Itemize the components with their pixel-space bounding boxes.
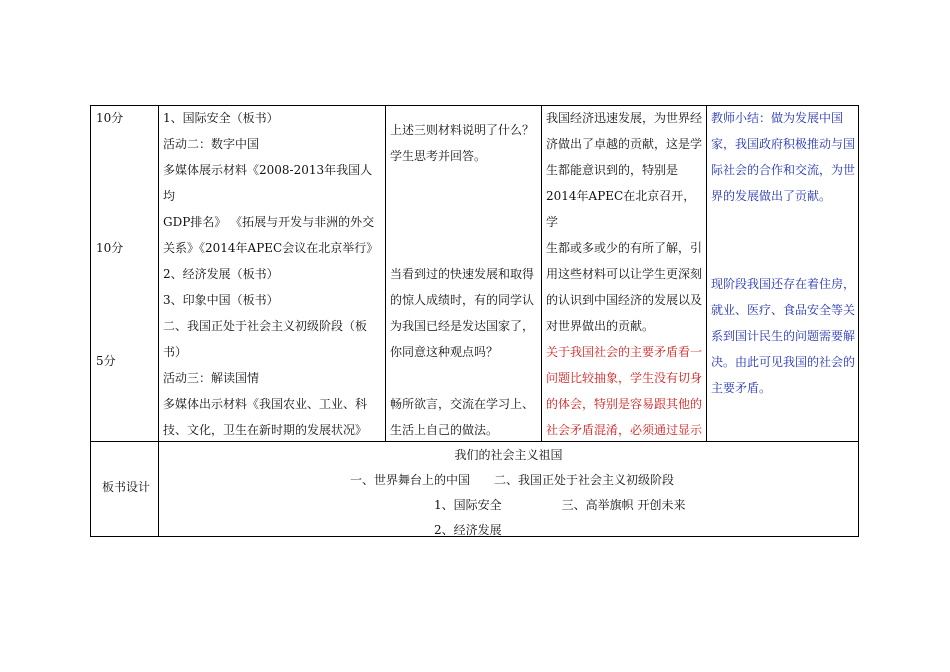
student-line: 的惊人成绩时，有的同学认: [390, 293, 535, 307]
content-line: 二、我国正处于社会主义初级阶段（板: [163, 319, 368, 333]
board-title: 我们的社会主义祖国: [454, 448, 563, 462]
student-line: 学生思考并回答。: [390, 149, 487, 163]
content-line: GDP排名》 《拓展与开发与非洲的外交: [163, 215, 375, 229]
student-line: 你同意这种观点吗？: [390, 345, 499, 359]
intent-line: 济做出了卓越的贡献，这是学: [546, 137, 703, 151]
note-line: 主要矛盾。: [711, 381, 772, 395]
student-line: 当看到过的快速发展和取得: [390, 267, 535, 281]
intent-line: 生都能意识到的，特别是: [546, 163, 679, 177]
student-line: 畅所欲言，交流在学习上、: [390, 397, 535, 411]
time-cell-3: 5分: [96, 354, 116, 368]
note-line: 就业、医疗、食品安全等关: [711, 303, 856, 317]
content-line: 2、经济发展（板书）: [163, 267, 279, 281]
student-line: 上述三则材料说明了什么？: [390, 123, 535, 137]
intent-line-red: 社会矛盾混淆，必须通过显示: [546, 423, 703, 437]
note-line: 系到国计民生的问题需要解: [711, 329, 856, 343]
content-line: 3、印象中国（板书）: [163, 293, 279, 307]
intent-line: 用这些材料可以让学生更深刻: [546, 267, 703, 281]
time-cell-2: 10分: [96, 241, 124, 255]
student-activity-block-3: [390, 391, 538, 443]
note-line: 家，我国政府积极推动与国: [711, 137, 856, 151]
board-line-1: 一、世界舞台上的中国 二、我国正处于社会主义初级阶段: [350, 473, 675, 487]
content-line: 活动二：数字中国: [163, 137, 260, 151]
student-line: 生活上自己的做法。: [390, 423, 499, 437]
intent-line: 我国经济迅速发展，为世界经: [546, 111, 703, 125]
content-line: 活动三：解读国情: [163, 371, 260, 385]
board-line-3: 2、经济发展: [434, 523, 502, 537]
note-line: 决。由此可见我国的社会的: [711, 355, 856, 369]
intent-line: 对世界做出的贡献。: [546, 319, 655, 333]
time-cell-1: 10分: [96, 111, 124, 125]
content-line: 技、文化，卫生在新时期的发展状况》: [163, 423, 368, 437]
lesson-plan-table: [90, 105, 859, 537]
intent-line-red: 的体会，特别是容易跟其他的: [546, 397, 703, 411]
intent-line: 生都或多或少的有所了解，引: [546, 241, 703, 255]
intent-line: 的认识到中国经济的发展以及: [546, 293, 703, 307]
content-line: 书）: [163, 345, 188, 359]
board-design-label: 板书设计: [102, 480, 151, 494]
note-line: 现阶段我国还存在着住房，: [711, 277, 856, 291]
content-line: 关系》《2014年APEC会议在北京举行》: [163, 241, 379, 255]
teacher-notes-block-2: [711, 271, 856, 401]
teaching-content-cell: [163, 105, 381, 443]
intent-line-red: 关于我国社会的主要矛盾看一: [546, 345, 703, 359]
student-activity-block-2: [390, 261, 538, 365]
design-intent-cell: [546, 105, 704, 443]
content-line: 多媒体出示材料《我国农业、工业、科: [163, 397, 368, 411]
teacher-notes-block-1: [711, 105, 856, 209]
content-line: 多媒体展示材料《2008-2013年我国人均: [163, 163, 373, 203]
content-line: 1、国际安全（板书）: [163, 111, 279, 125]
note-line: 教师小结：做为发展中国: [711, 111, 844, 125]
intent-line: 2014年APEC在北京召开，学: [546, 189, 696, 229]
note-line: 界的发展做出了贡献。: [711, 189, 832, 203]
student-line: 为我国已经是发达国家了，: [390, 319, 535, 333]
board-line-2: 1、国际安全 三、高举旗帜 开创未来: [434, 498, 686, 512]
intent-line-red: 问题比较抽象，学生没有切身: [546, 371, 703, 385]
student-activity-block-1: [390, 117, 538, 169]
note-line: 际社会的合作和交流，为世: [711, 163, 856, 177]
